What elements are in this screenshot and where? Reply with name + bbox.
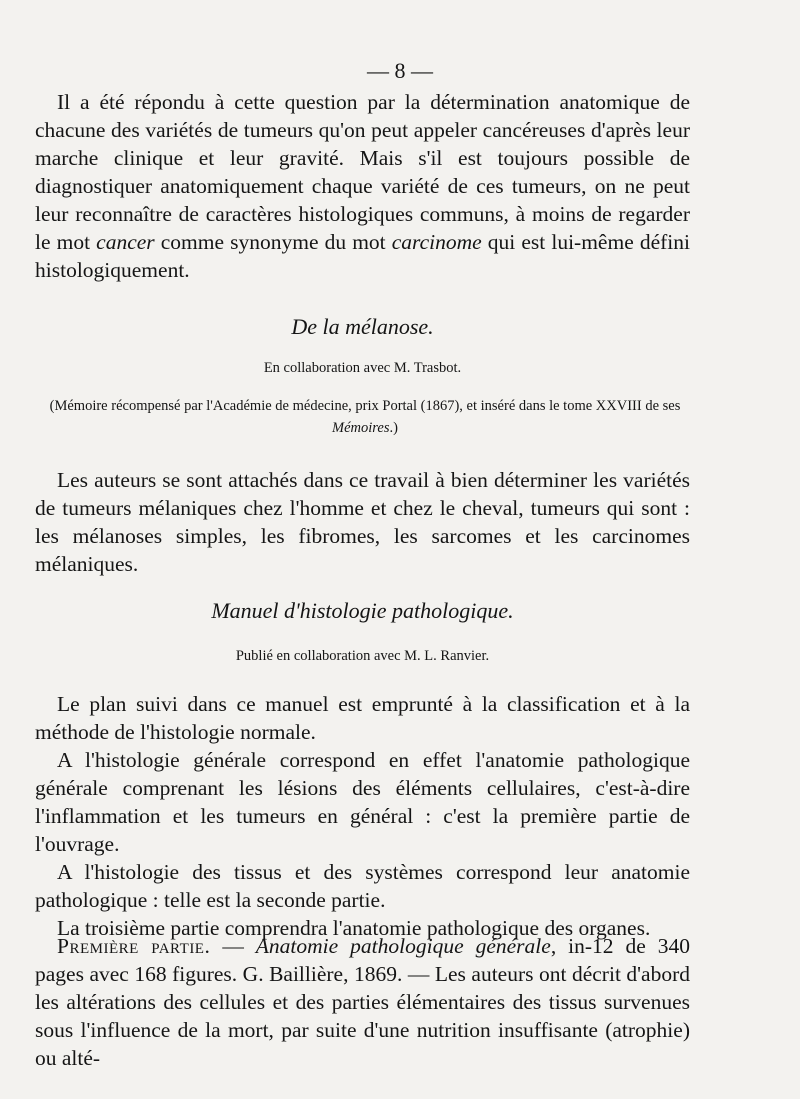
manuel-paragraph-2: A l'histologie générale correspond en effet l'anatomie pathologique générale comprenant les lésions des éléments cellulaires, c'est-à-dire l'inflammation et les tumeurs en général : c'est la première partie de l'ouvrage. (35, 748, 690, 856)
collaboration-trasbot: En collaboration avec M. Trasbot. (263, 360, 462, 376)
memoire-note (40, 395, 690, 439)
collaboration-ranvier: Publié en collaboration avec M. L. Ranvier. (235, 648, 490, 664)
manuel-paragraph-1: Le plan suivi dans ce manuel est emprunté à la classification et à la méthode de l'histologie normale. (35, 692, 690, 744)
premiere-partie-paragraph (35, 932, 690, 1072)
manuel-body (35, 690, 690, 942)
intro-italic-cancer: cancer (96, 230, 155, 254)
melanose-body-text: Les auteurs se sont attachés dans ce travail à bien déterminer les variétés de tumeurs mélaniques chez l'homme et chez le cheval, tumeurs qui sont : les mélanoses simples, les fibromes, les sarcomes et les carcinomes mélaniques. (35, 468, 690, 576)
section-title-manuel: Manuel d'histologie pathologique. (211, 598, 514, 623)
section-melanose-heading (35, 314, 690, 340)
memoire-text-before: (Mémoire récompensé par l'Académie de médecine, prix Portal (1867), et inséré dans le tome XXVIII de ses (49, 398, 681, 414)
memoire-italic: Mémoires (332, 420, 390, 436)
manuel-paragraph-3: A l'histologie des tissus et des systèmes correspond leur anatomie pathologique : telle est la seconde partie. (35, 860, 690, 912)
premiere-partie-rest: , in-12 de 340 pages avec 168 figures. G. Baillière, 1869. — Les auteurs ont décrit d'abord les altérations des cellules et des parties élémentaires des tissus survenues sous l'influence de la mort, par suite d'une nutrition insuffisante (atrophie) ou alté- (35, 934, 691, 1070)
intro-italic-carcinome: carcinome (391, 230, 482, 254)
section-manuel-heading (35, 598, 690, 624)
section-manuel-collab (35, 645, 690, 667)
premiere-partie-title: Anatomie pathologique générale (255, 934, 551, 958)
premiere-partie-label: Première partie. (57, 934, 211, 958)
intro-text-middle: comme synonyme du mot (154, 230, 392, 254)
memoire-text-after: .) (389, 420, 398, 436)
page-number: — 8 — (367, 58, 433, 83)
intro-text-before: Il a été répondu à cette question par la détermination anatomique de chacune des variétés de tumeurs qu'on peut appeler cancéreuses d'après leur marche clinique et leur gravité. Mais s'il est toujours possible de diagnostiquer anatomiquement chaque variété de ces tumeurs, on ne peut leur reconnaître de caractères histologiques communs, à moins de regarder le mot (35, 90, 690, 254)
section-title-melanose: De la mélanose. (291, 314, 434, 339)
premiere-partie-dash: — (210, 934, 256, 958)
intro-text-after: qui est lui-même défini histologiquement. (35, 230, 690, 282)
manuel-paragraph-4: La troisième partie comprendra l'anatomie pathologique des organes. (57, 916, 651, 940)
intro-paragraph (35, 88, 690, 284)
melanose-body-paragraph (35, 466, 690, 578)
section-melanose-collab (35, 357, 690, 379)
